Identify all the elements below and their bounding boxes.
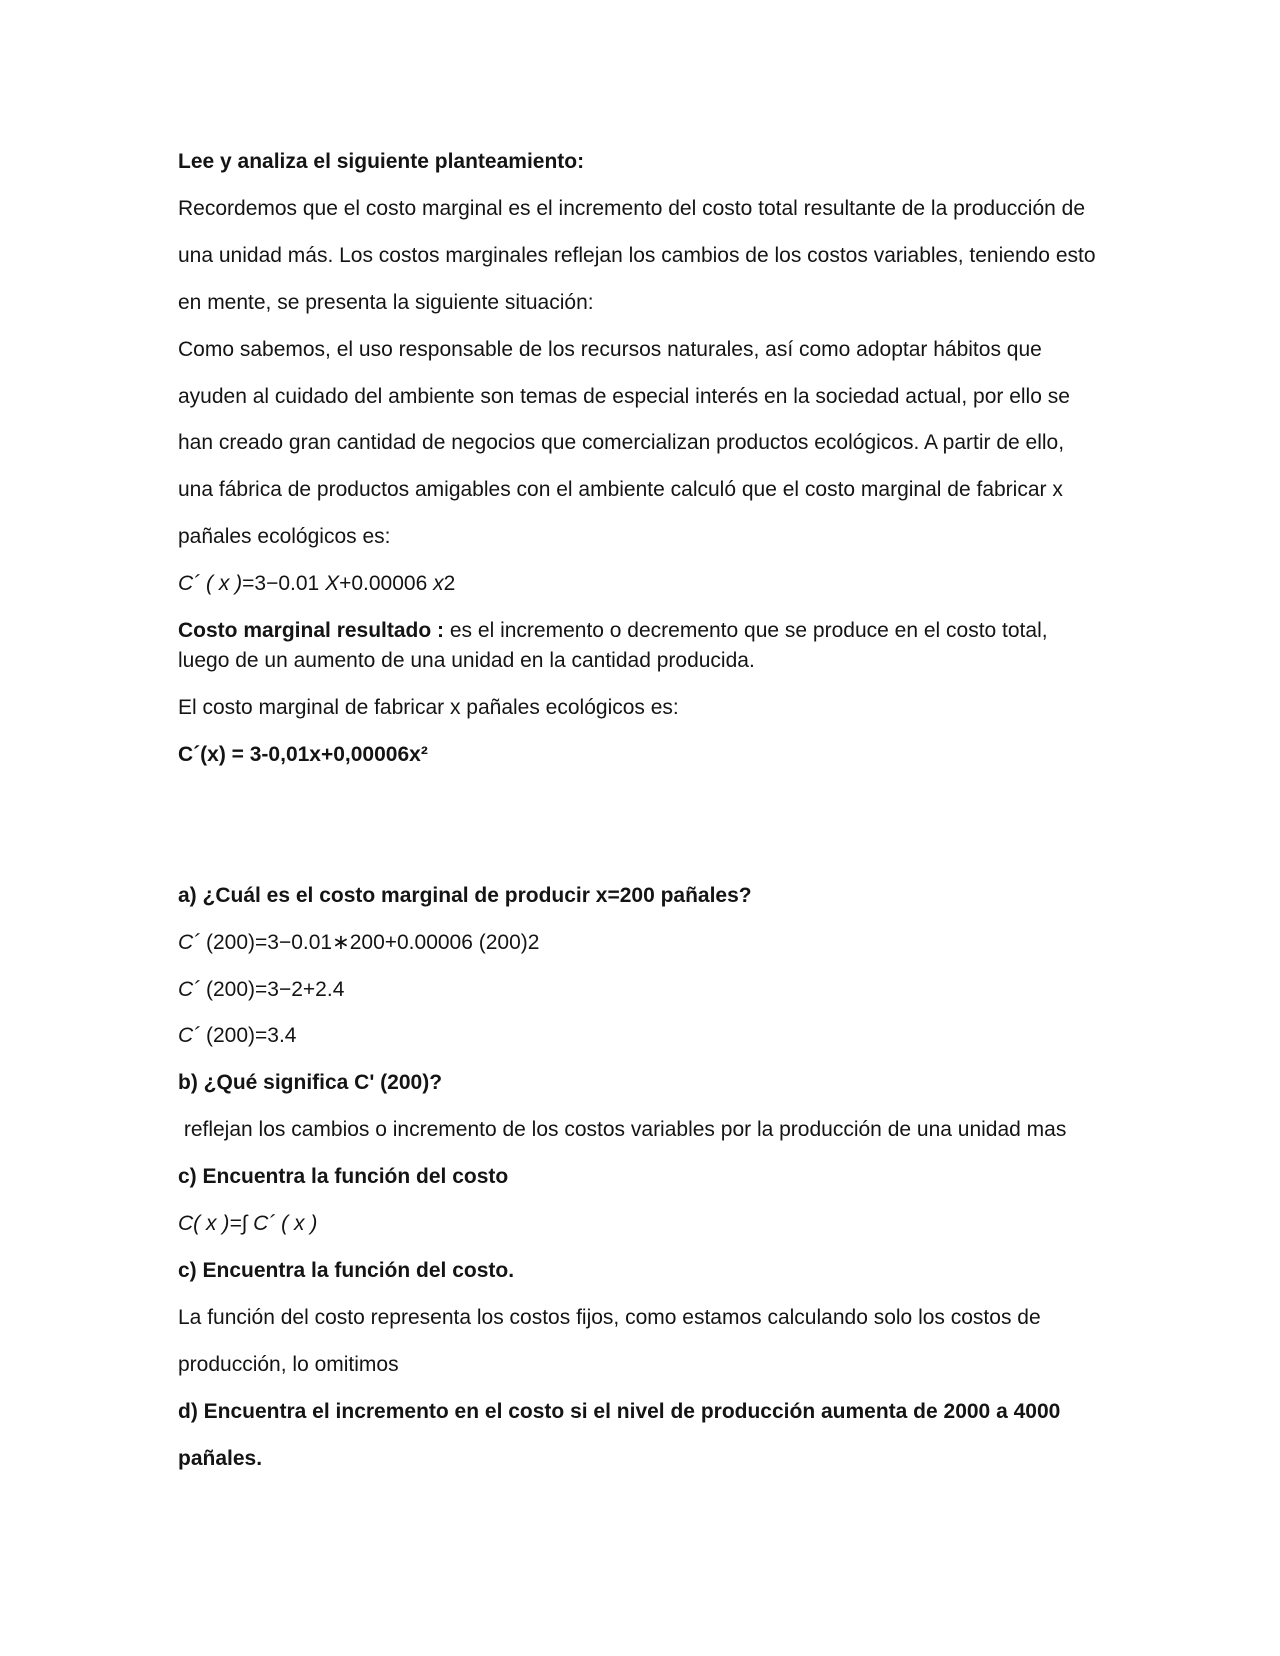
formula-segment: =3−0.01 xyxy=(242,572,326,595)
formula-function: C´ xyxy=(178,978,201,1001)
answer-c-line: La función del costo representa los costos fijos, como estamos calculando solo los costos de xyxy=(178,1306,1041,1329)
intro-line: una unidad más. Los costos marginales reflejan los cambios de los costos variables, teniendo esto xyxy=(178,244,1096,267)
formula-segment: 2 xyxy=(443,572,456,595)
formula-function: C´ xyxy=(178,1024,201,1047)
situation-line: una fábrica de productos amigables con el ambiente calculó que el costo marginal de fabricar x xyxy=(178,478,1063,501)
answer-a-line xyxy=(178,1021,297,1051)
question-c1: c) Encuentra la función del costo xyxy=(178,1165,509,1188)
intro-line: en mente, se presenta la siguiente situación: xyxy=(178,291,594,314)
answer-b: reflejan los cambios o incremento de los costos variables por la producción de una unidad mas xyxy=(178,1118,1067,1141)
formula-segment: (200)=3.4 xyxy=(200,1024,297,1047)
given-formula xyxy=(178,569,455,599)
formula-function: C´ ( x ) xyxy=(178,572,243,595)
question-a: a) ¿Cuál es el costo marginal de producir x=200 pañales? xyxy=(178,884,752,907)
restate-line: El costo marginal de fabricar x pañales ecológicos es: xyxy=(178,696,679,719)
situation-line: han creado gran cantidad de negocios que comercializan productos ecológicos. A partir de ello, xyxy=(178,431,1065,454)
answer-a-line xyxy=(178,975,344,1005)
question-d-line: d) Encuentra el incremento en el costo si el nivel de producción aumenta de 2000 a 4000 xyxy=(178,1400,1061,1423)
result-text: es el incremento o decremento que se produce en el costo total, luego de un aumento de una unidad en la cantidad producida. xyxy=(178,619,1048,672)
formula-segment: (200)=3−0.01∗200+0.00006 (200)2 xyxy=(200,931,540,954)
situation-line: pañales ecológicos es: xyxy=(178,525,391,548)
question-d-line: pañales. xyxy=(178,1447,263,1470)
formula-variable: X xyxy=(325,572,340,595)
formula-segment: (200)=3−2+2.4 xyxy=(200,978,345,1001)
question-b: b) ¿Qué significa C' (200)? xyxy=(178,1071,443,1094)
result-label: Costo marginal resultado : xyxy=(178,619,445,642)
answer-c-line: producción, lo omitimos xyxy=(178,1353,399,1376)
question-c2: c) Encuentra la función del costo. xyxy=(178,1259,515,1282)
answer-a-line xyxy=(178,928,539,958)
restate-formula: C´(x) = 3-0,01x+0,00006x² xyxy=(178,743,428,766)
formula-c: C( x )=∫ C´ ( x ) xyxy=(178,1212,318,1235)
formula-variable: x xyxy=(433,572,444,595)
formula-function: C´ xyxy=(178,931,201,954)
formula-segment: +0.00006 xyxy=(339,572,434,595)
result-paragraph xyxy=(178,616,1103,676)
situation-line: Como sabemos, el uso responsable de los recursos naturales, así como adoptar hábitos que xyxy=(178,338,1042,361)
situation-line: ayuden al cuidado del ambiente son temas de especial interés en la sociedad actual, por ello se xyxy=(178,385,1070,408)
intro-line: Recordemos que el costo marginal es el incremento del costo total resultante de la producción de xyxy=(178,197,1086,220)
heading: Lee y analiza el siguiente planteamiento: xyxy=(178,150,585,173)
